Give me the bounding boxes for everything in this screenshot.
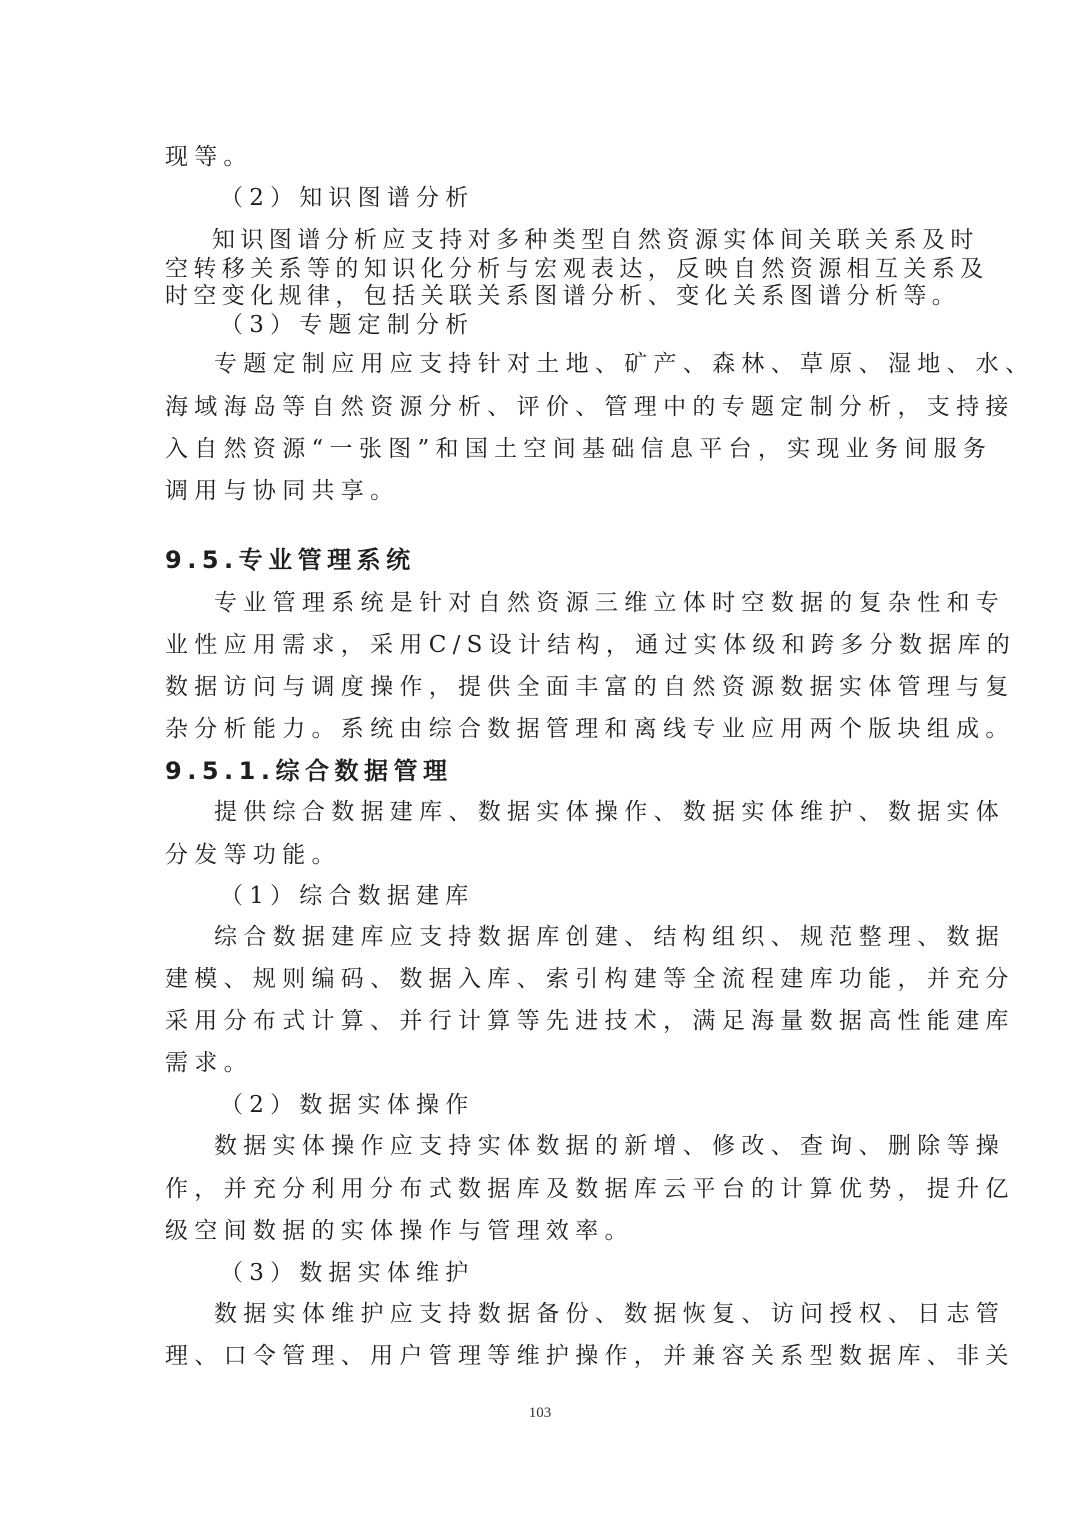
paragraph-line: 时空变化规律，包括关联关系图谱分析、变化关系图谱分析等。 (165, 283, 961, 309)
paragraph-line: 专题定制应用应支持针对土地、矿产、森林、草原、湿地、水、 (214, 351, 1035, 377)
subsection-title: （3）专题定制分析 (220, 312, 475, 338)
paragraph-line: 级空间数据的实体操作与管理效率。 (165, 1218, 634, 1244)
paragraph-line: 调用与协同共享。 (165, 478, 400, 504)
paragraph-line: 专业管理系统是针对自然资源三维立体时空数据的复杂性和专 (214, 590, 1006, 616)
paragraph-line: 空转移关系等的知识化分析与宏观表达，反映自然资源相互关系及 (165, 256, 989, 282)
page-number: 103 (528, 1405, 552, 1421)
subsection-title: （3）数据实体维护 (220, 1260, 475, 1286)
paragraph-line: 理、口令管理、用户管理等维护操作，并兼容关系型数据库、非关 (165, 1343, 1015, 1369)
paragraph-line: 数据实体维护应支持数据备份、数据恢复、访问授权、日志管 (214, 1301, 1006, 1327)
paragraph-line: 知识图谱分析应支持对多种类型自然资源实体间关联关系及时 (212, 227, 979, 253)
paragraph-line: 数据访问与调度操作，提供全面丰富的自然资源数据实体管理与复 (165, 674, 1015, 700)
paragraph-line: 海域海岛等自然资源分析、评价、管理中的专题定制分析，支持接 (165, 394, 1015, 420)
paragraph-line: 作，并充分利用分布式数据库及数据库云平台的计算优势，提升亿 (165, 1176, 1015, 1202)
paragraph-line: 需求。 (165, 1050, 253, 1076)
paragraph-line: 数据实体操作应支持实体数据的新增、修改、查询、删除等操 (214, 1133, 1006, 1159)
section-heading: 9.5.专业管理系统 (165, 546, 416, 574)
paragraph-line: 采用分布式计算、并行计算等先进技术，满足海量数据高性能建库 (165, 1008, 1015, 1034)
paragraph-line: 提供综合数据建库、数据实体操作、数据实体维护、数据实体 (214, 799, 1006, 825)
paragraph-line: 业性应用需求，采用C/S设计结构，通过实体级和跨多分数据库的 (165, 632, 1017, 658)
paragraph-line: 综合数据建库应支持数据库创建、结构组织、规范整理、数据 (214, 924, 1006, 950)
paragraph-line: 杂分析能力。系统由综合数据管理和离线专业应用两个版块组成。 (165, 716, 1015, 742)
paragraph-line: 入自然资源“一张图”和国土空间基础信息平台，实现业务间服务 (165, 436, 993, 462)
subsection-title: （2）知识图谱分析 (220, 185, 475, 211)
subsection-heading: 9.5.1.综合数据管理 (165, 757, 453, 785)
paragraph-line: 现等。 (165, 144, 253, 170)
subsection-title: （2）数据实体操作 (220, 1092, 475, 1118)
paragraph-line: 建模、规则编码、数据入库、索引构建等全流程建库功能，并充分 (165, 966, 1015, 992)
subsection-title: （1）综合数据建库 (220, 883, 475, 909)
paragraph-line: 分发等功能。 (165, 842, 341, 868)
